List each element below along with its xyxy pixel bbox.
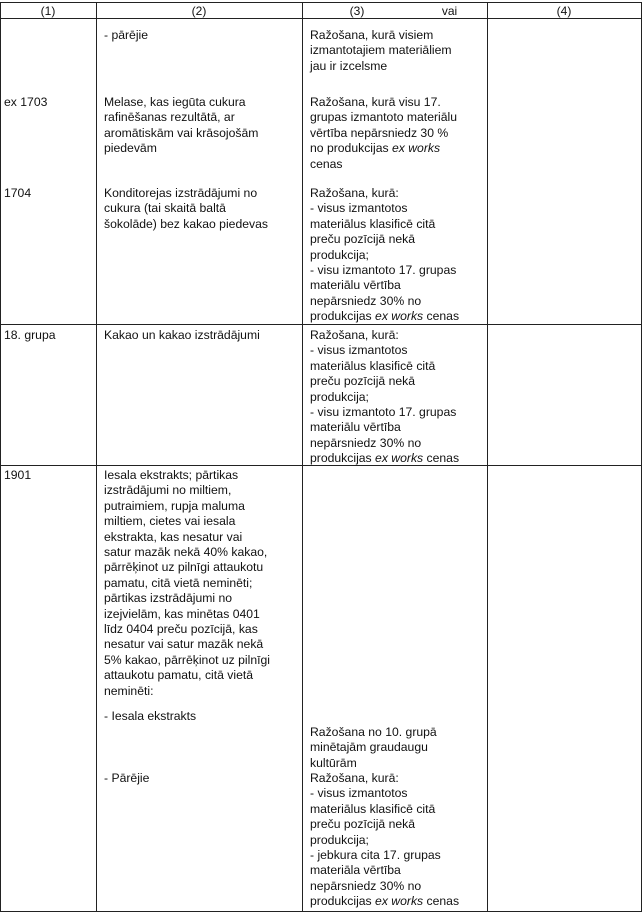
header-col-2: (2)	[191, 4, 207, 18]
cell-description: Kakao un kakao izstrādājumi	[104, 328, 260, 342]
cell-description: Konditorejas izstrādājumi no cukura (tai skaitā baltā šokolāde) bez kakao piedevas	[104, 186, 268, 231]
column-divider	[96, 2, 97, 912]
cell-rule: Ražošana, kurā visiem izmantotajiem materiāliem jau ir izcelsme	[310, 28, 452, 73]
column-divider	[0, 2, 1, 912]
cell-code: 18. grupa	[4, 328, 56, 342]
cell-description: - pārējie	[104, 28, 149, 42]
cell-description: Melase, kas iegūta cukura rafinēšanas rezultātā, ar aromātiskām vai krāsojošām piedevām	[104, 95, 259, 156]
cell-code: ex 1703	[4, 95, 48, 109]
column-divider	[302, 2, 303, 912]
column-divider	[487, 2, 488, 912]
cell-code: 1901	[4, 468, 32, 482]
cell-rule: Ražošana, kurā: - visus izmantotos materiālus klasificē citā preču pozīcijā nekā produkcija; - jebkura cita 17. grupas materiāla vērtība nepārsniedz 30% no produkcijas ex works cenas	[310, 771, 460, 909]
header-col-4: (4)	[556, 4, 572, 18]
cell-subitem-description: - Iesala ekstrakts	[104, 709, 197, 723]
cell-subitem-description: - Pārējie	[104, 771, 150, 785]
cell-rule: Ražošana, kurā: - visus izmantotos materiālus klasificē citā preču pozīcijā nekā produkcija; - visu izmantoto 17. grupas materiālu vērtība nepārsniedz 30% no produkcijas ex works cenas	[310, 328, 460, 466]
header-vai: vai	[441, 4, 458, 18]
header-col-3: (3)	[349, 4, 365, 18]
cell-description: Iesala ekstrakts; pārtikas izstrādājumi no miltiem, putraimiem, rupja maluma miltiem, cietes vai iesala ekstrakta, kas nesatur vai satur mazāk nekā 40% kakao, pārrēķinot uz pilnīgi attaukotu pamatu, citā vietā neminēti; pārtikas izstrādājumi no izejvielām, kas minētas 0401 līdz 0404 preču pozīcijā, kas nesatur vai satur mazāk nekā 5% kakao, pārrēķinot uz pilnīgi attaukotu pamatu, citā vietā neminēti:	[104, 468, 270, 698]
cell-rule: Ražošana, kurā: - visus izmantotos materiālus klasificē citā preču pozīcijā nekā produkcija; - visu izmantoto 17. grupas materiālu vērtība nepārsniedz 30% no produkcijas ex works cenas	[310, 186, 460, 324]
header-col-1: (1)	[40, 4, 56, 18]
cell-code: 1704	[4, 186, 32, 200]
cell-rule: Ražošana no 10. grupā minētajām graudaugu kultūrām	[310, 725, 437, 770]
cell-rule: Ražošana, kurā visu 17. grupas izmantoto materiālu vērtība nepārsniedz 30 % no produkcijas ex works cenas	[310, 95, 457, 171]
